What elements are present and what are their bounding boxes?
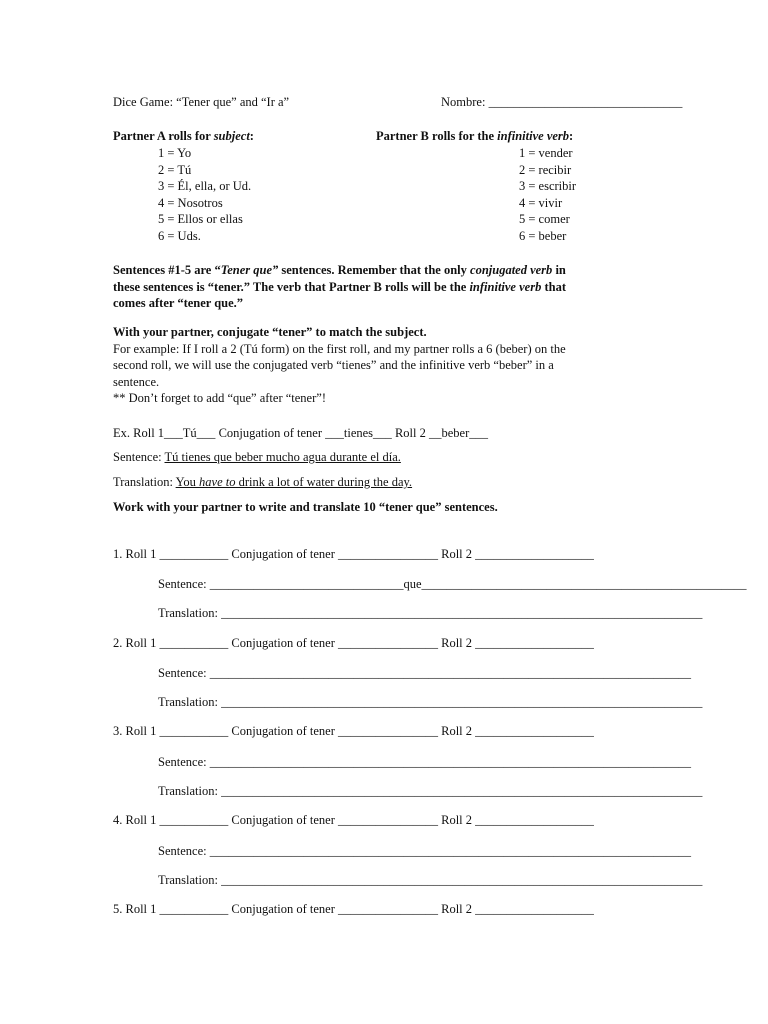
- example-translation-text: drink a lot of water during the day.: [235, 475, 413, 489]
- exercise-2-sentence-line[interactable]: [158, 665, 691, 682]
- partner-b-item: 2 = recibir: [519, 162, 572, 177]
- partner-a-item: 4 = Nosotros: [158, 195, 223, 210]
- translation-label: Translation:: [158, 695, 218, 709]
- partner-b-item: 6 = beber: [519, 228, 567, 243]
- roll2-blank[interactable]: ___________________: [475, 813, 594, 827]
- partner-a-heading: [113, 128, 254, 145]
- exercise-5-label: 5. Roll 1: [113, 902, 157, 916]
- exercise-3-sentence-line[interactable]: [158, 754, 691, 771]
- exercise-3-label: 3. Roll 1: [113, 724, 157, 738]
- example-roll-line: [113, 425, 488, 442]
- task-instruction: Work with your partner to write and translate 10 “tener que” sentences.: [113, 500, 498, 514]
- exercise-3-roll-line[interactable]: [113, 723, 594, 740]
- roll1-blank[interactable]: ___________: [159, 636, 229, 650]
- translation-blank[interactable]: _____________________________________________________________________________: [221, 784, 703, 798]
- translation-label: Translation:: [158, 784, 218, 798]
- worksheet-title: Dice Game: “Tener que” and “Ir a”: [113, 95, 290, 109]
- exercise-5-roll-line[interactable]: [113, 901, 594, 918]
- instructions-heading: With your partner, conjugate “tener” to match the subject.: [113, 325, 427, 339]
- roll2-label: Roll 2: [441, 902, 473, 916]
- nombre-label: Nombre:: [441, 95, 486, 109]
- intro-text: sentences. Remember that the only: [278, 263, 471, 277]
- intro-line: [113, 279, 658, 296]
- partner-b-item: 1 = vender: [519, 146, 573, 160]
- partner-a-heading-colon: :: [249, 129, 254, 143]
- exercise-4-sentence-line[interactable]: [158, 843, 691, 860]
- conj-blank[interactable]: ________________: [338, 902, 438, 916]
- roll2-blank[interactable]: ___________________: [475, 724, 594, 738]
- exercise-1-roll-line[interactable]: [113, 546, 594, 563]
- roll2-label: Roll 2: [441, 724, 473, 738]
- intro-em: infinitive verb: [469, 279, 542, 294]
- example-conj-label: Conjugation of tener: [215, 426, 326, 440]
- example-conj-value: ___tienes___: [325, 426, 392, 440]
- example-roll2-label: Roll 2: [391, 426, 429, 440]
- partner-b-heading-text: Partner B rolls for the: [376, 129, 498, 143]
- roll1-blank[interactable]: ___________: [159, 813, 229, 827]
- conj-label: Conjugation of tener: [231, 902, 335, 916]
- conj-label: Conjugation of tener: [231, 547, 335, 561]
- partner-b-item: 5 = comer: [519, 212, 570, 227]
- partner-b-item: 3 = escribir: [519, 179, 577, 194]
- sentence-blank[interactable]: _____________________________________________________________________________: [209, 666, 691, 680]
- intro-paragraph: [113, 262, 658, 312]
- example-roll1-label: Ex. Roll 1: [113, 426, 165, 440]
- roll1-blank[interactable]: ___________: [159, 724, 229, 738]
- instructions-note: ** Don’t forget to add “que” after “tener”!: [113, 391, 326, 405]
- partner-b-item: 4 = vivir: [519, 195, 563, 210]
- instructions: [113, 324, 658, 407]
- translation-label: Translation:: [158, 606, 218, 620]
- partner-b-heading: [376, 128, 573, 145]
- intro-em: Tener que”: [220, 263, 279, 277]
- instructions-line: For example: If I roll a 2 (Tú form) on the first roll, and my partner rolls a 6 (beber) on the: [113, 341, 566, 356]
- partner-a-heading-text: Partner A rolls for: [113, 129, 214, 143]
- conj-label: Conjugation of tener: [231, 636, 335, 650]
- partner-a-item: 3 = Él, ella, or Ud.: [158, 179, 252, 194]
- sentence-blank[interactable]: _______________________________: [209, 577, 404, 591]
- intro-text: in: [552, 263, 566, 277]
- intro-text: that: [541, 279, 566, 294]
- exercise-4-translation-line[interactable]: [158, 872, 702, 889]
- sentence-blank[interactable]: ____________________________________________________: [421, 577, 747, 591]
- translation-blank[interactable]: _____________________________________________________________________________: [221, 695, 703, 709]
- example-translation-label: Translation:: [113, 475, 176, 489]
- example-translation-em: have to: [199, 475, 236, 489]
- conj-label: Conjugation of tener: [231, 724, 335, 738]
- exercise-2-translation-line[interactable]: [158, 694, 702, 711]
- partner-a-list: [158, 145, 251, 245]
- conj-blank[interactable]: ________________: [338, 636, 438, 650]
- example-sentence-line: [113, 449, 401, 466]
- sentence-blank[interactable]: _____________________________________________________________________________: [209, 755, 691, 769]
- exercise-4-roll-line[interactable]: [113, 812, 594, 829]
- roll2-blank[interactable]: ___________________: [475, 902, 594, 916]
- instructions-line: sentence.: [113, 374, 160, 389]
- partner-a-heading-em: subject: [213, 129, 250, 143]
- conj-blank[interactable]: ________________: [338, 813, 438, 827]
- example-roll1-value: ___Tú___: [164, 426, 216, 440]
- intro-em: conjugated verb: [470, 263, 553, 277]
- intro-text: these sentences is “tener.” The verb that Partner B rolls will be the: [113, 279, 470, 294]
- exercise-3-translation-line[interactable]: [158, 783, 702, 800]
- partner-b-list: [519, 145, 576, 245]
- sentence-label: Sentence:: [158, 577, 207, 591]
- conj-blank[interactable]: ________________: [338, 547, 438, 561]
- sentence-label: Sentence:: [158, 666, 207, 680]
- roll1-blank[interactable]: ___________: [159, 902, 229, 916]
- roll1-blank[interactable]: ___________: [159, 547, 229, 561]
- partner-b-heading-colon: :: [569, 129, 574, 143]
- example-translation-text: You: [175, 475, 200, 489]
- partner-a-item: 2 = Tú: [158, 162, 192, 177]
- translation-label: Translation:: [158, 873, 218, 887]
- translation-blank[interactable]: _____________________________________________________________________________: [221, 606, 703, 620]
- roll2-label: Roll 2: [441, 813, 473, 827]
- exercise-1-label: 1. Roll 1: [113, 547, 157, 561]
- sentence-label: Sentence:: [158, 755, 207, 769]
- nombre-field[interactable]: [441, 94, 682, 111]
- partner-a-item: 5 = Ellos or ellas: [158, 212, 243, 227]
- intro-line: [113, 262, 658, 279]
- intro-line: comes after “tener que.”: [113, 296, 244, 310]
- exercise-4-label: 4. Roll 1: [113, 813, 157, 827]
- partner-b-heading-em: infinitive verb: [497, 129, 570, 143]
- sentence-blank[interactable]: _____________________________________________________________________________: [209, 844, 691, 858]
- translation-blank[interactable]: _____________________________________________________________________________: [221, 873, 703, 887]
- exercise-1-sentence-line[interactable]: [158, 576, 747, 593]
- intro-text: Sentences #1-5 are “: [113, 263, 221, 277]
- roll2-label: Roll 2: [441, 547, 473, 561]
- partner-a-item: 1 = Yo: [158, 146, 192, 160]
- example-sentence-value: Tú tienes que beber mucho agua durante el día.: [164, 450, 401, 464]
- example-sentence-label: Sentence:: [113, 450, 165, 464]
- instructions-line: second roll, we will use the conjugated verb “tienes” and the infinitive verb “beber” in a: [113, 358, 554, 372]
- exercise-2-label: 2. Roll 1: [113, 636, 157, 650]
- conj-blank[interactable]: ________________: [338, 724, 438, 738]
- example-translation-line: [113, 474, 412, 491]
- roll2-blank[interactable]: ___________________: [475, 636, 594, 650]
- exercise-2-roll-line[interactable]: [113, 635, 594, 652]
- roll2-label: Roll 2: [441, 636, 473, 650]
- exercise-1-translation-line[interactable]: [158, 605, 702, 622]
- sentence-label: Sentence:: [158, 844, 207, 858]
- partner-a-item: 6 = Uds.: [158, 228, 201, 243]
- nombre-blank: _______________________________: [488, 95, 683, 109]
- que-word: que: [403, 577, 422, 591]
- roll2-blank[interactable]: ___________________: [475, 547, 594, 561]
- conj-label: Conjugation of tener: [231, 813, 335, 827]
- example-roll2-value: __beber___: [428, 426, 488, 440]
